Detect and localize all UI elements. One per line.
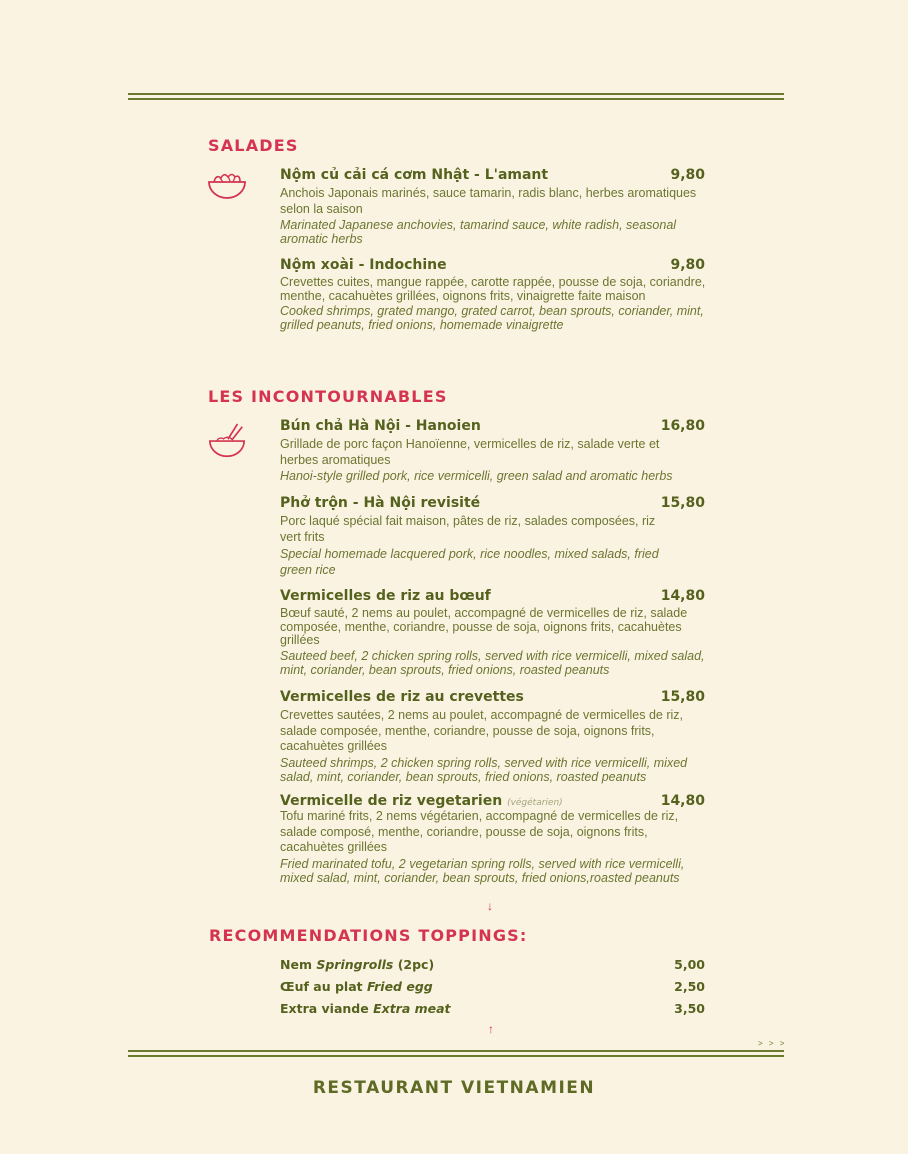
salad-bowl-icon: [206, 168, 248, 208]
item-description-en: Hanoi-style grilled pork, rice vermicelli, green salad and aromatic herbs: [280, 469, 673, 483]
item-price: 14,80: [660, 793, 705, 809]
item-name: Nộm củ cải cá cơm Nhật - L'amant: [280, 167, 549, 183]
item-name: Vermicelles de riz au bœuf: [280, 588, 491, 604]
item-name-text: Vermicelle de riz vegetarien: [280, 793, 503, 809]
menu-item: [280, 689, 730, 784]
item-description-en: Cooked shrimps, grated mango, grated carrot, bean sprouts, coriander, mint, grilled peanuts, fried onions, homemade vinaigrette: [280, 304, 704, 332]
section-title-toppings: RECOMMENDATIONS TOPPINGS:: [209, 926, 528, 945]
item-description-fr: Bœuf sauté, 2 nems au poulet, accompagné de vermicelles de riz, salade composée, menthe, coriandre, pousse de soja, oignons frits, cacahuètes grillées: [280, 606, 688, 647]
menu-item: [280, 495, 730, 578]
item-description-en: Sauteed shrimps, 2 chicken spring rolls, served with rice vermicelli, mixed salad, mint, coriander, bean sprouts, fried onions, roasted peanuts: [280, 755, 688, 784]
item-price: 14,80: [660, 588, 705, 604]
topping-row: [280, 1001, 730, 1016]
next-page-indicator[interactable]: > > >: [758, 1039, 787, 1048]
menu-item: [280, 257, 730, 332]
item-description-fr: Tofu mariné frits, 2 nems végétarien, accompagné de vermicelles de riz, salade composé, menthe, coriandre, pousse de soja, oignons frits, cacahuètes grillées: [280, 809, 679, 854]
item-price: 15,80: [660, 689, 705, 705]
item-description-en: Marinated Japanese anchovies, tamarind sauce, white radish, seasonal aromatic herbs: [280, 218, 677, 246]
item-price: 9,80: [670, 167, 705, 183]
menu-item: [280, 793, 730, 885]
vegetarian-tag: (végétarien): [507, 798, 563, 808]
section-title-salades: SALADES: [208, 136, 299, 155]
item-description-en: Special homemade lacquered pork, rice noodles, mixed salads, fried green rice: [280, 547, 659, 577]
restaurant-footer: RESTAURANT VIETNAMIEN: [312, 1078, 596, 1098]
topping-price: 3,50: [674, 1001, 705, 1016]
bottom-rule: [128, 1050, 784, 1052]
topping-price: 5,00: [674, 957, 705, 972]
bottom-rule-2: [128, 1055, 784, 1057]
menu-item: [280, 167, 730, 246]
topping-name: Nem Springrolls (2pc): [280, 957, 435, 972]
item-price: 15,80: [660, 495, 705, 511]
topping-row: [280, 957, 730, 972]
item-name: Bún chả Hà Nội - Hanoien: [280, 418, 481, 434]
item-description-en: Sauteed beef, 2 chicken spring rolls, served with rice vermicelli, mixed salad, mint, coriander, bean sprouts, fried onions, roasted peanuts: [280, 648, 705, 677]
item-description-fr: Crevettes sautées, 2 nems au poulet, accompagné de vermicelles de riz, salade composée, menthe, coriandre, pousse de soja, oignons frits, cacahuètes grillées: [280, 708, 683, 753]
item-name: Phở trộn - Hà Nội revisité: [280, 495, 481, 511]
menu-item: [280, 588, 730, 677]
noodle-bowl-chopsticks-icon: [206, 422, 248, 462]
topping-price: 2,50: [674, 979, 705, 994]
up-arrow-icon: ↑: [488, 1022, 494, 1036]
item-price: 16,80: [660, 418, 705, 434]
item-description-fr: Porc laqué spécial fait maison, pâtes de riz, salades composées, riz vert frits: [280, 514, 656, 544]
down-arrow-icon: ↓: [487, 899, 493, 913]
item-description-fr: Anchois Japonais marinés, sauce tamarin, radis blanc, herbes aromatiques selon la saison: [280, 186, 697, 216]
top-rule: [128, 93, 784, 95]
topping-row: [280, 979, 730, 994]
item-name: Vermicelles de riz au crevettes: [280, 689, 524, 705]
item-name: Nộm xoài - Indochine: [280, 257, 447, 273]
item-description-fr: Grillade de porc façon Hanoïenne, vermicelles de riz, salade verte et herbes aromatiques: [280, 437, 660, 467]
item-description-en: Fried marinated tofu, 2 vegetarian spring rolls, served with rice vermicelli, mixed salad, mint, coriander, bean sprouts, fried onions,roasted peanuts: [280, 856, 685, 885]
topping-name: Œuf au plat Fried egg: [280, 979, 433, 994]
item-price: 9,80: [670, 257, 705, 273]
section-title-incontournables: LES INCONTOURNABLES: [208, 387, 448, 406]
top-rule-2: [128, 98, 784, 100]
topping-name: Extra viande Extra meat: [280, 1001, 451, 1016]
item-description-fr: Crevettes cuites, mangue rappée, carotte rappée, pousse de soja, coriandre, menthe, cacahuètes grillées, oignons frits, vinaigrette faite maison: [280, 275, 706, 303]
menu-item: [280, 418, 730, 483]
